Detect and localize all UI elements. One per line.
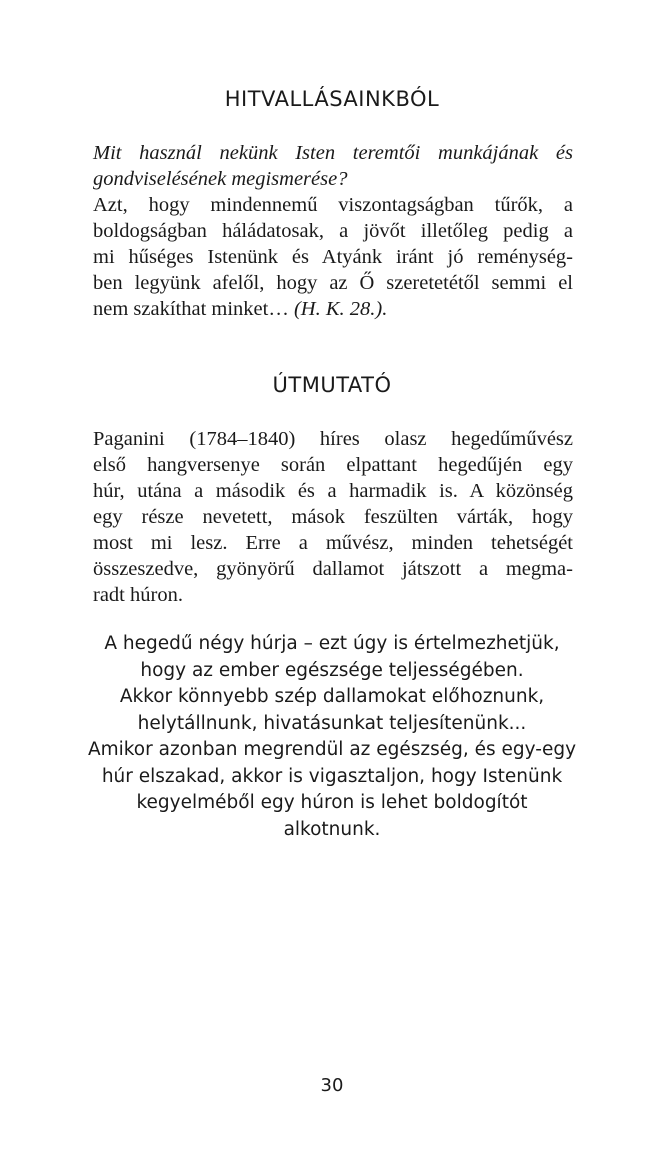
answer-last-text: nem szakíthat minket… xyxy=(93,298,289,320)
reflection-line: Amikor azonban megrendül az egészség, és egy-egy xyxy=(87,739,577,760)
reflection-line: hogy az ember egészsége teljességében. xyxy=(140,659,524,681)
answer-line: Azt, hogy mindennemű viszontagságban tűrők, a xyxy=(93,194,573,216)
section-heading-guide: ÚTMUTATÓ xyxy=(272,373,392,397)
question-line: Mit használ nekünk Isten teremtői munkájának és xyxy=(93,142,573,164)
paragraph-line: összeszedve, gyönyörű dallamot játszott a megma- xyxy=(93,558,573,580)
section-heading-confessions: HITVALLÁSAINKBÓL xyxy=(224,87,440,111)
reflection-line: húr elszakad, akkor is vigasztaljon, hogy Istenünk xyxy=(101,765,563,787)
paragraph-line: egy része nevetett, mások feszülten várták, hogy xyxy=(93,506,573,528)
reflection-line: A hegedű négy húrja – ezt úgy is értelmezhetjük, xyxy=(104,633,560,654)
answer-line-last xyxy=(93,296,573,322)
paragraph-line: húr, utána a második és a harmadik is. A közönség xyxy=(93,480,573,502)
reflection-line: kegyelméből egy húron is lehet boldogítót xyxy=(136,792,528,813)
answer-line: boldogságban háládatosak, a jövőt illetőleg pedig a xyxy=(93,220,573,242)
answer-line: ben legyünk afelől, hogy az Ő szeretetétől semmi el xyxy=(93,272,573,294)
catechism-reference: (H. K. 28.). xyxy=(293,298,388,320)
paragraph-line: most mi lesz. Erre a művész, minden tehetségét xyxy=(93,532,573,554)
paragraph-line: radt húron. xyxy=(93,584,183,606)
catechism-excerpt xyxy=(93,140,573,322)
reflection-line: helytállnunk, hivatásunkat teljesítenünk... xyxy=(137,712,527,734)
reflection-line: alkotnunk. xyxy=(283,818,381,840)
reflection-block xyxy=(0,631,664,843)
question-line: gondviselésének megismerése? xyxy=(93,168,348,190)
answer-line: mi hűséges Istenünk és Atyánk iránt jó reménység- xyxy=(93,246,573,268)
page-number: 30 xyxy=(320,1075,344,1096)
reflection-line: Akkor könnyebb szép dallamokat előhoznunk, xyxy=(119,686,545,707)
paragraph-line: első hangversenye során elpattant hegedűjén egy xyxy=(93,454,573,476)
paragraph-line: Paganini (1784–1840) híres olasz hegedűművész xyxy=(93,428,573,450)
paganini-paragraph xyxy=(93,426,573,608)
